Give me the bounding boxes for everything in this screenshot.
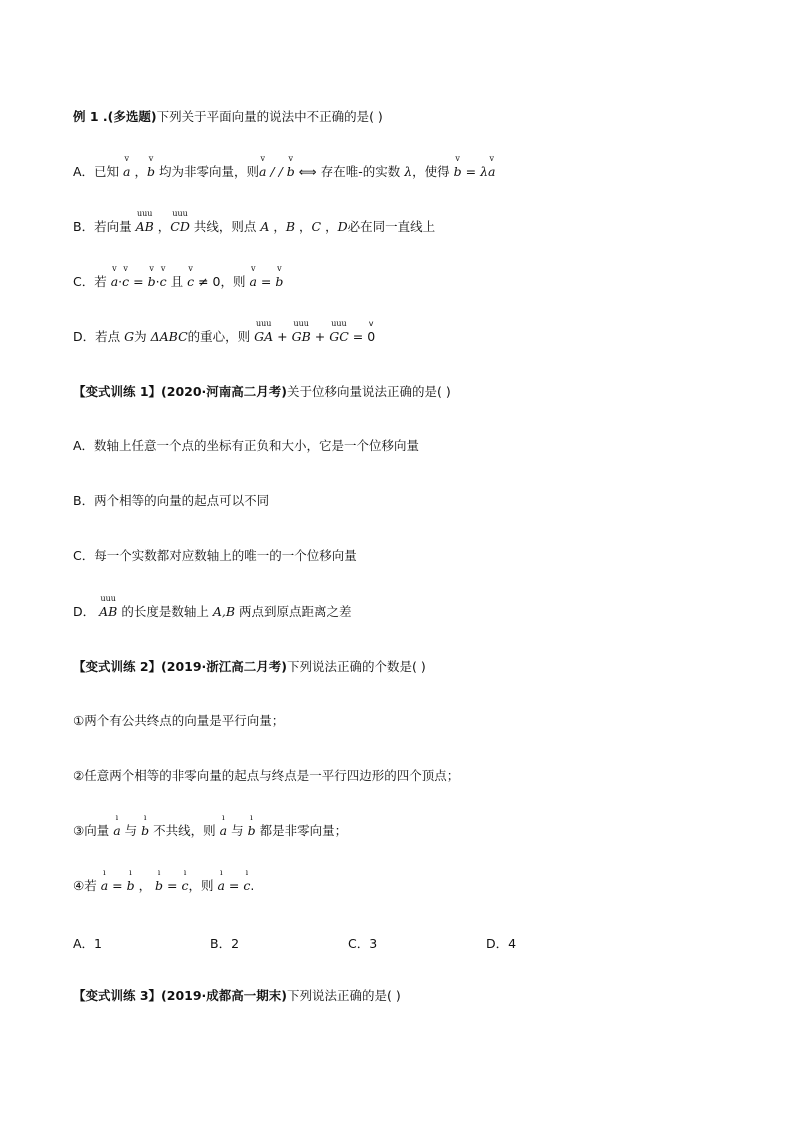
training-2-statement-2: ②任意两个相等的非零向量的起点与终点是一平行四边形的四个顶点； <box>73 768 460 783</box>
example-1-option-d: D．若点 G为 ΔABC的重心，则 uuu GA + uuu GB + uuu GC = v 0 <box>73 319 376 344</box>
training-2-question: 【变式训练 2】(2019·浙江高二月考)下列说法正确的个数是( ) <box>73 659 426 674</box>
training-2-choice-d: D．4 <box>486 936 517 951</box>
training-1-option-a: A．数轴上任意一个点的坐标有正负和大小，它是一个位移向量 <box>73 438 420 453</box>
training-1-label: 【变式训练 1】(2020·河南高二月考) <box>73 384 288 399</box>
example-1-option-b: B．若向量 uuu AB ， uuu CD 共线，则点 A ，B ，C ，D必在同一直线上 <box>73 209 436 234</box>
example-1-text: 下列关于平面向量的说法中不正确的是( ) <box>156 109 383 124</box>
training-1-option-c: C．每一个实数都对应数轴上的唯一的一个位移向量 <box>73 548 357 563</box>
training-2-label: 【变式训练 2】(2019·浙江高二月考) <box>73 659 288 674</box>
example-1-label: 例 1 .(多选题) <box>73 109 157 124</box>
iff-symbol: ⟺ <box>298 164 321 179</box>
training-2-statement-4: ④若 ı a = ı b ， ı b = ı c，则 ı a = ı c. <box>73 868 255 893</box>
training-2-choice-c: C．3 <box>348 936 378 951</box>
training-1-question: 【变式训练 1】(2020·河南高二月考)关于位移向量说法正确的是( ) <box>73 384 451 399</box>
example-1-option-a: A．已知 v a ， v b 均为非零向量，则 v a / / v b ⟺ 存在唯-的实数 λ，使得 v b = λ v a <box>73 154 496 179</box>
training-2-statement-1: ①两个有公共终点的向量是平行向量； <box>73 713 285 728</box>
training-2-choice-a: A．1 <box>73 936 103 951</box>
training-1-option-d: D． uuu AB 的长度是数轴上 A,B 两点到原点距离之差 <box>73 594 352 619</box>
example-1-option-c: C．若 v a· v c = v b· v c 且 v c ≠ 0，则 v a = v b <box>73 264 284 289</box>
training-3-label: 【变式训练 3】(2019·成都高一期末) <box>73 988 288 1003</box>
training-1-option-b: B．两个相等的向量的起点可以不同 <box>73 493 270 508</box>
training-3-question: 【变式训练 3】(2019·成都高一期末)下列说法正确的是( ) <box>73 988 401 1003</box>
training-2-statement-3: ③向量 ı a 与 ı b 不共线，则 ı a 与 ı b 都是非零向量； <box>73 813 348 838</box>
example-1-question <box>73 109 383 125</box>
training-2-choice-b: B．2 <box>210 936 240 951</box>
